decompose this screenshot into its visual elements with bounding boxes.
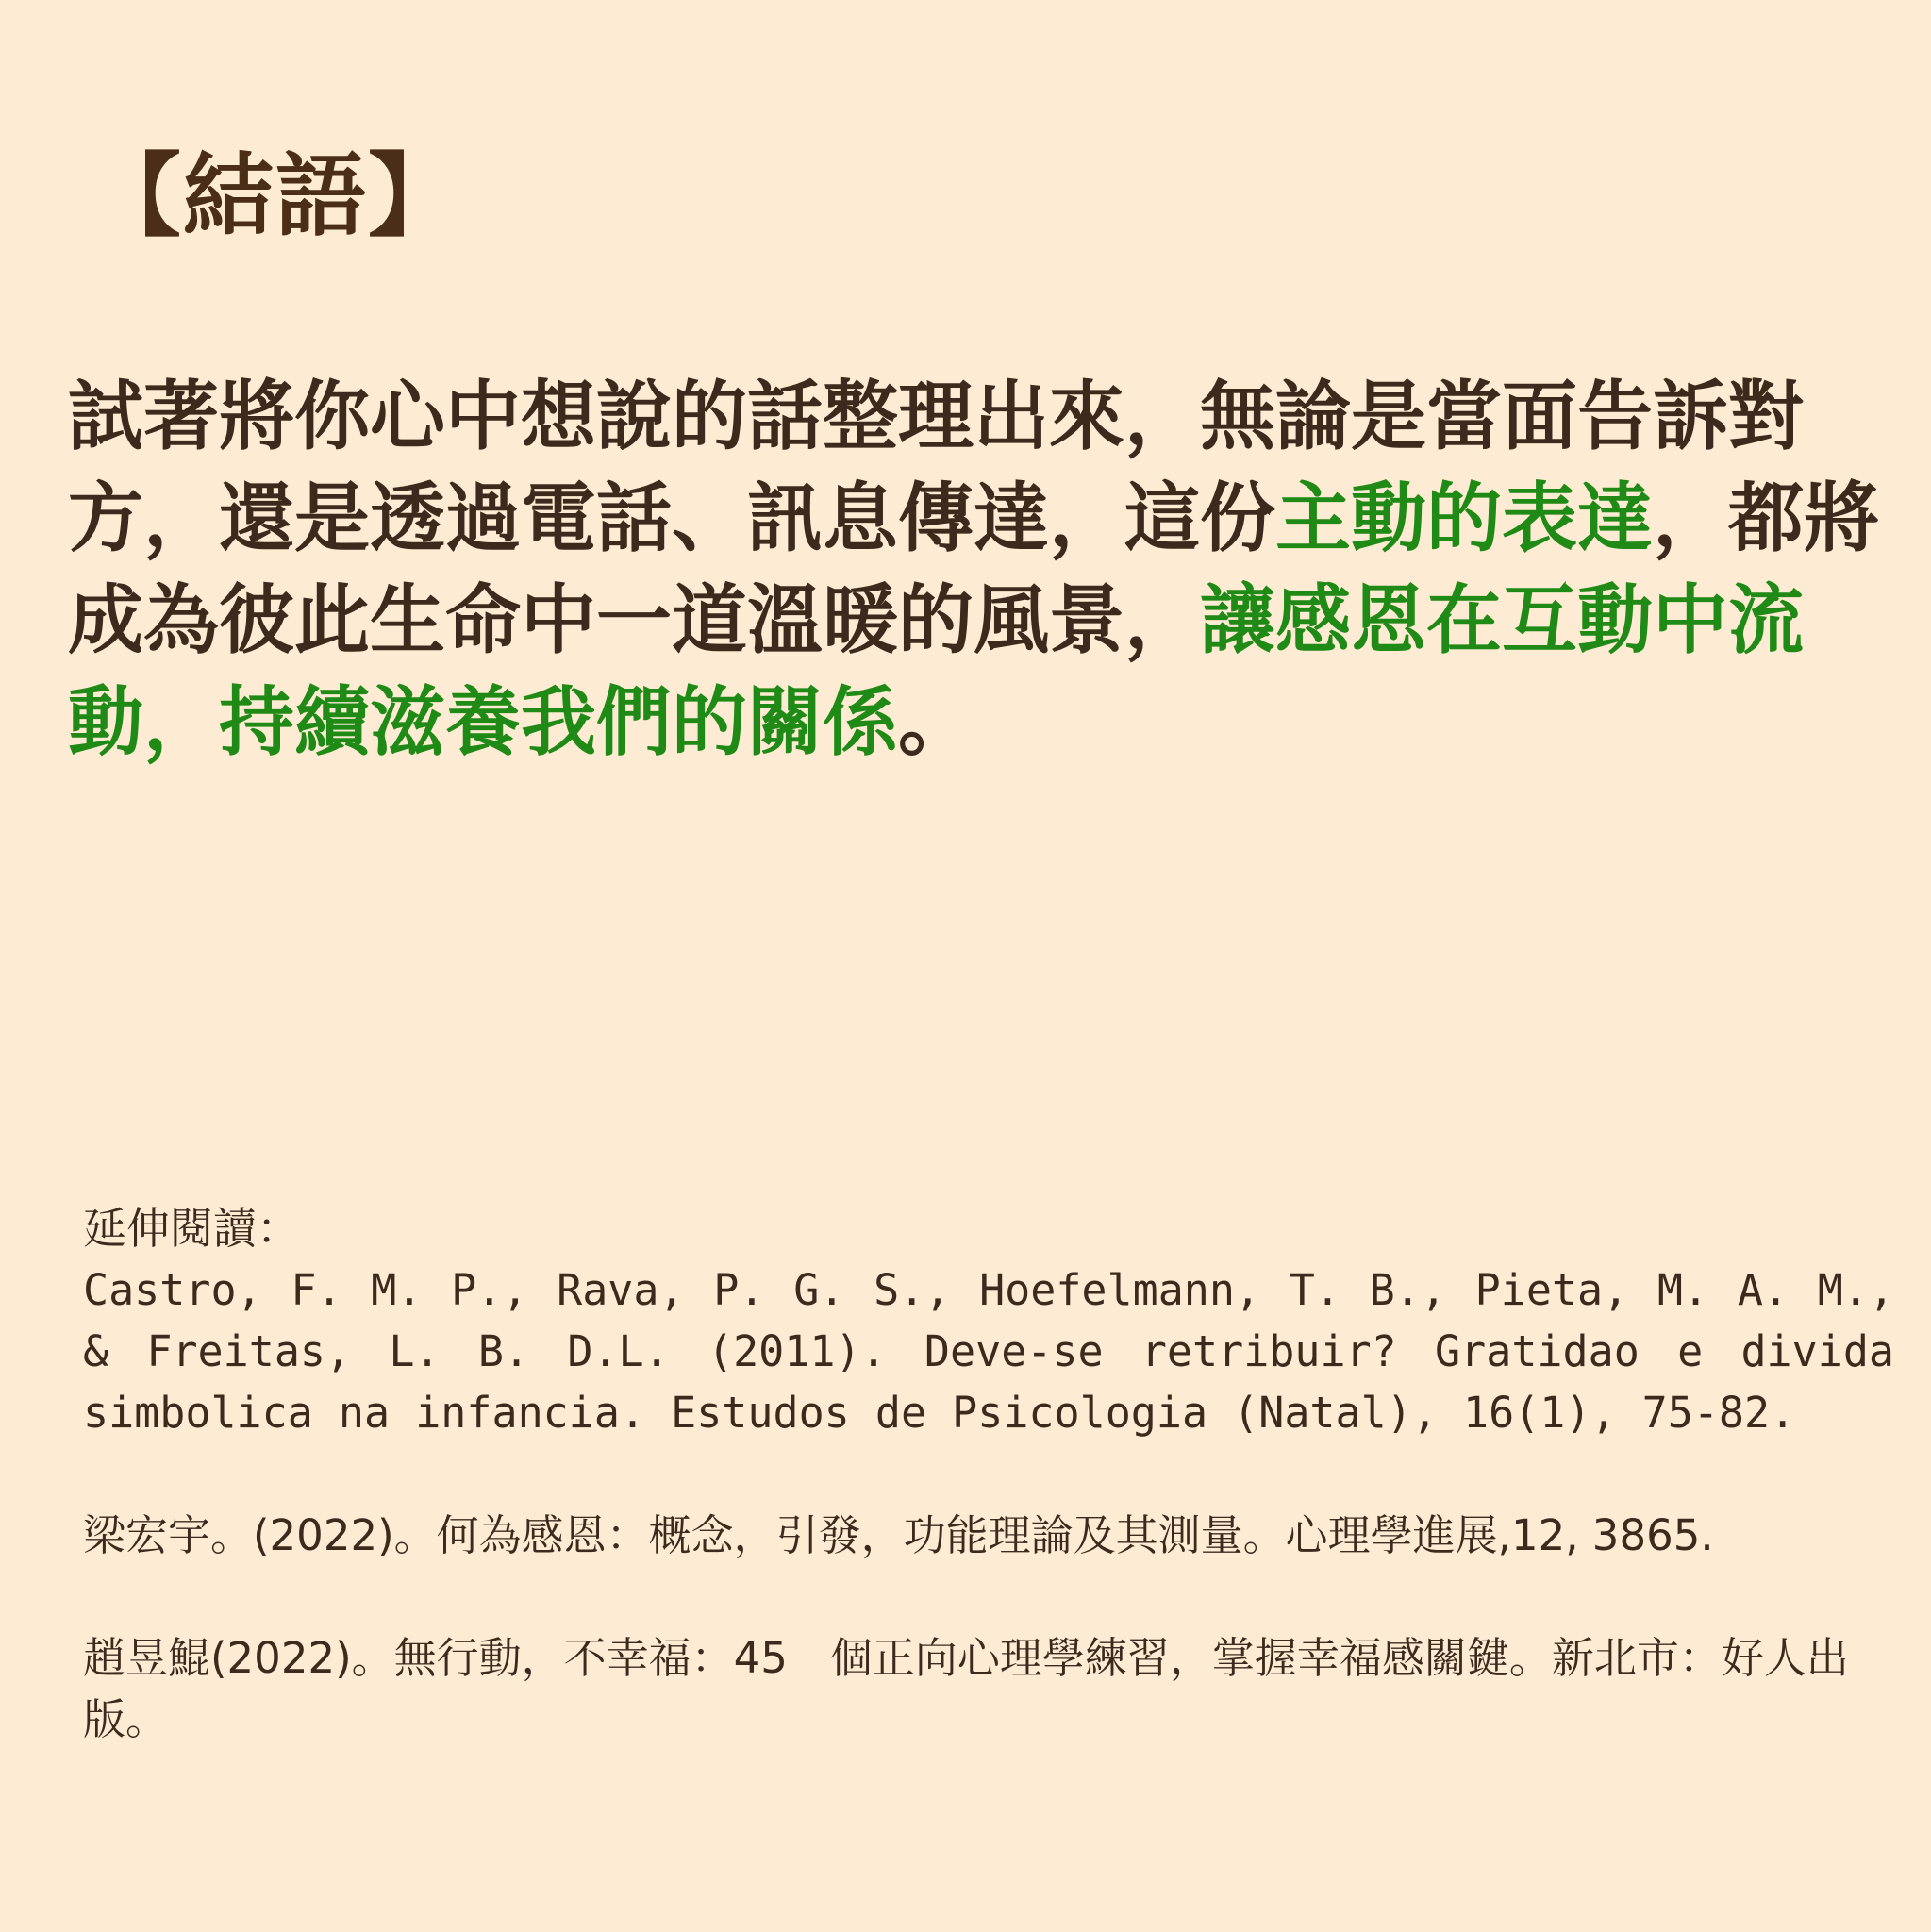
reference-item: 趙昱鯤(2022)。無行動，不幸福：45 個正向心理學練習，掌握幸福感關鍵。新北市：好人出版。 (83, 1633, 1849, 1744)
page-title: 【結語】 (91, 143, 460, 249)
reference-item: 梁宏宇。(2022)。何為感恩：概念，引發，功能理論及其測量。心理學進展,12, 3865. (83, 1510, 1714, 1560)
highlighted-phrase: 主動的表達 (1275, 475, 1653, 562)
body-text-segment: ，都將成為彼此生命中一道溫暖的風景， (68, 475, 1879, 664)
body-text-segment: 。 (898, 678, 974, 766)
body-paragraph (68, 366, 1879, 774)
body-text-segment: 試著將你心中想說的話整理出來，無論是當面告訴對方，還是透過電話、訊息傳達，這份 (68, 373, 1804, 562)
references-heading: 延伸閱讀： (83, 1203, 300, 1254)
reference-item: Castro, F. M. P., Rava, P. G. S., Hoefelmann, T. B., Pieta, M. A. M., & Freitas, L. B. D.L. (2011). Deve-se retribuir? Gratidao e divida simbolica na infancia. Estudos de Psicologia (Natal), 16(1), 75-82. (83, 1265, 1894, 1438)
spacer (83, 1443, 1894, 1505)
references-section (83, 1198, 1894, 1750)
spacer (83, 1566, 1894, 1627)
highlighted-phrase: 讓感恩在互動中流動，持續滋養我們的關係 (68, 576, 1804, 766)
